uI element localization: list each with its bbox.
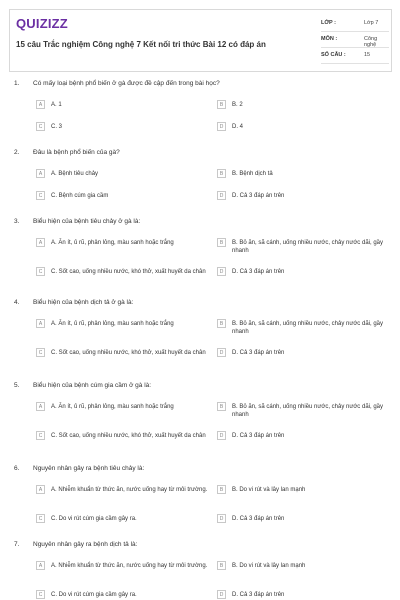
option-text: B. Do vi rút và lây lan mạnh <box>232 563 306 569</box>
option-letter-box: A <box>36 169 45 178</box>
option-letter-box: C <box>36 590 45 599</box>
question-number: 6. <box>14 465 20 472</box>
meta-key: MÔN : <box>321 36 338 42</box>
option-text: C. Do vi rút cúm gia cầm gây ra. <box>51 592 137 598</box>
question-number: 1. <box>14 80 20 87</box>
option-letter-box: B <box>217 169 226 178</box>
question-text: Biểu hiện của bệnh cúm gia cầm ở gà là: <box>33 382 152 389</box>
option-letter-box: A <box>36 238 45 247</box>
meta-value: 15 <box>364 52 371 58</box>
option-letter-box: C <box>36 191 45 200</box>
option-text: C. Bệnh cúm gia cầm <box>51 193 109 199</box>
option-text: A. Nhiễm khuẩn từ thức ăn, nước uống hay từ môi trường. <box>51 563 208 569</box>
question-number: 5. <box>14 382 20 389</box>
meta-row-grade <box>321 18 389 32</box>
option-text: C. Sốt cao, uống nhiều nước, khó thở, xuất huyết da chân <box>51 350 206 356</box>
option-text: B. 2 <box>232 102 243 108</box>
option-text: B. Bỏ ăn, sã cánh, uống nhiều nước, chảy nước dãi, gầy nhanh <box>232 404 383 419</box>
question-text: Biểu hiện của bệnh tiêu chảy ở gà là: <box>33 218 141 225</box>
option-letter-box: A <box>36 485 45 494</box>
option-letter-box: B <box>217 100 226 109</box>
option-letter-box: A <box>36 402 45 411</box>
option-text: B. Bỏ ăn, sã cánh, uống nhiều nước, chảy nước dãi, gầy nhanh <box>232 321 383 336</box>
option-text: D. Cả 3 đáp án trên <box>232 516 285 522</box>
worksheet-title: 15 câu Trắc nghiệm Công nghệ 7 Kết nối tri thức Bài 12 có đáp án <box>16 40 266 49</box>
option-letter-box: C <box>36 267 45 276</box>
meta-row-subject <box>321 34 389 48</box>
option-text: A. Bệnh tiêu chảy <box>51 171 99 177</box>
option-letter-box: D <box>217 122 226 131</box>
option-text: A. Ăn ít, ủ rũ, phân lỏng, màu sanh hoặc trắng <box>51 240 174 246</box>
question-text: Biểu hiện của bệnh dịch tả ở gà là: <box>33 299 134 306</box>
option-letter-box: B <box>217 238 226 247</box>
option-text: B. Do vi rút và lây lan mạnh <box>232 487 306 493</box>
question-number: 3. <box>14 218 20 225</box>
question-text: Nguyên nhân gây ra bệnh dịch tả là: <box>33 541 138 548</box>
option-text: D. Cả 3 đáp án trên <box>232 269 285 275</box>
meta-row-count <box>321 50 389 64</box>
option-text: A. Nhiễm khuẩn từ thức ăn, nước uống hay từ môi trường. <box>51 487 208 493</box>
option-letter-box: D <box>217 348 226 357</box>
option-text: B. Bệnh dịch tả <box>232 171 273 177</box>
option-text: D. Cả 3 đáp án trên <box>232 193 285 199</box>
option-letter-box: D <box>217 431 226 440</box>
option-letter-box: D <box>217 514 226 523</box>
meta-value: Công nghệ <box>364 36 378 48</box>
option-text: C. Do vi rút cúm gia cầm gây ra. <box>51 516 137 522</box>
option-text: C. 3 <box>51 124 63 130</box>
worksheet-header <box>9 9 392 72</box>
option-letter-box: A <box>36 100 45 109</box>
option-text: D. Cả 3 đáp án trên <box>232 350 285 356</box>
meta-key: SỐ CÂU : <box>321 52 346 58</box>
option-letter-box: B <box>217 319 226 328</box>
option-text: A. 1 <box>51 102 62 108</box>
question-number: 2. <box>14 149 20 156</box>
option-text: D. 4 <box>232 124 244 130</box>
option-letter-box: D <box>217 191 226 200</box>
meta-value: Lớp 7 <box>364 20 379 26</box>
option-text: B. Bỏ ăn, sã cánh, uống nhiều nước, chảy nước dãi, gầy nhanh <box>232 240 383 255</box>
option-letter-box: C <box>36 122 45 131</box>
option-letter-box: C <box>36 348 45 357</box>
question-text: Nguyên nhân gây ra bệnh tiêu chảy là: <box>33 465 145 472</box>
option-text: C. Sốt cao, uống nhiều nước, khó thở, xuất huyết da chân <box>51 269 206 275</box>
question-number: 7. <box>14 541 20 548</box>
quizizz-logo: QUIZIZZ <box>16 16 68 31</box>
question-text: Đâu là bệnh phổ biến của gà? <box>33 149 120 156</box>
option-letter-box: B <box>217 485 226 494</box>
question-number: 4. <box>14 299 20 306</box>
option-letter-box: C <box>36 514 45 523</box>
option-letter-box: A <box>36 561 45 570</box>
option-letter-box: C <box>36 431 45 440</box>
question-text: Có mấy loại bệnh phổ biến ở gà được đề cập đến trong bài học? <box>33 80 220 87</box>
option-text: A. Ăn ít, ủ rũ, phân lỏng, màu sanh hoặc trắng <box>51 321 174 327</box>
option-text: D. Cả 3 đáp án trên <box>232 433 285 439</box>
meta-key: LỚP : <box>321 20 336 26</box>
option-letter-box: B <box>217 402 226 411</box>
option-letter-box: A <box>36 319 45 328</box>
option-text: D. Cả 3 đáp án trên <box>232 592 285 598</box>
option-text: A. Ăn ít, ủ rũ, phân lỏng, màu sanh hoặc trắng <box>51 404 174 410</box>
option-letter-box: B <box>217 561 226 570</box>
option-text: C. Sốt cao, uống nhiều nước, khó thở, xuất huyết da chân <box>51 433 206 439</box>
option-letter-box: D <box>217 267 226 276</box>
worksheet-meta <box>321 18 389 66</box>
option-letter-box: D <box>217 590 226 599</box>
